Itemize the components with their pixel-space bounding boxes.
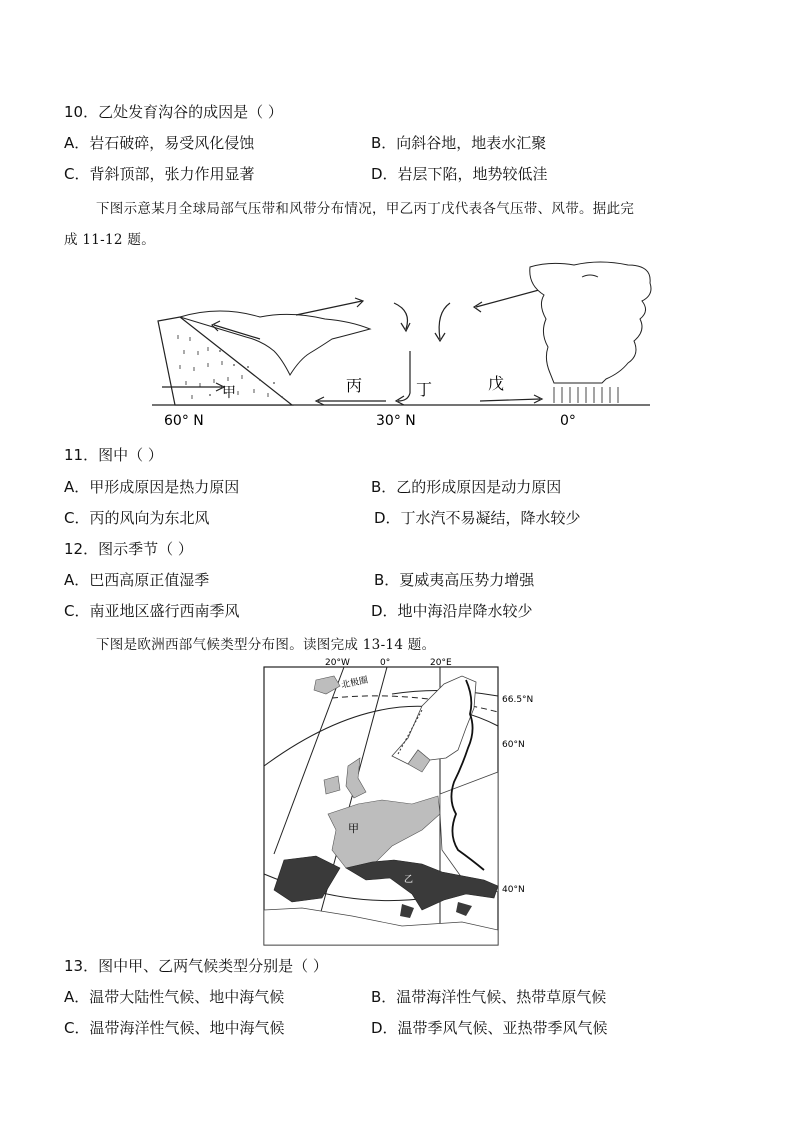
q10-option-b: B．向斜谷地，地表水汇聚 [371, 134, 547, 152]
lat-60n: 60° N [164, 413, 204, 429]
q13-option-a: A．温带大陆性气候、地中海气候 [64, 988, 285, 1006]
q11-option-a: A．甲形成原因是热力原因 [64, 478, 240, 496]
q13-stem: 13．图中甲、乙两气候类型分别是（ ） [64, 957, 328, 975]
europe-climate-map [262, 654, 534, 950]
label-yi-map: 乙 [404, 875, 414, 885]
q13-option-b: B．温带海洋性气候、热带草原气候 [371, 988, 607, 1006]
q11-option-b: B．乙的形成原因是动力原因 [371, 478, 562, 496]
lat-0: 0° [560, 413, 576, 429]
q12-stem: 12．图示季节（ ） [64, 540, 193, 558]
convection-cloud [530, 262, 651, 403]
intro-11-12-line1: 下图示意某月全球局部气压带和风带分布情况，甲乙丙丁戊代表各气压带、风带。据此完 [96, 201, 635, 217]
intro-13-14: 下图是欧洲西部气候类型分布图。读图完成 13-14 题。 [96, 637, 436, 653]
q12-option-a: A．巴西高原正值湿季 [64, 571, 210, 589]
label-jia: 甲 [222, 385, 236, 401]
lat-30n: 30° N [376, 413, 416, 429]
q13-option-c: C．温带海洋性气候、地中海气候 [64, 1019, 285, 1037]
label-ding: 丁 [416, 380, 433, 399]
label-jia-map: 甲 [348, 822, 359, 835]
q10-option-a: A．岩石破碎，易受风化侵蚀 [64, 134, 255, 152]
label-wu: 戊 [488, 374, 505, 393]
q10-stem: 10．乙处发育沟谷的成因是（ ） [64, 103, 283, 121]
label-60n: 60°N [502, 740, 525, 750]
pressure-wind-belt-figure [150, 255, 660, 430]
label-arctic-circle: 北极圈 [340, 675, 370, 691]
label-0-meridian: 0° [380, 658, 391, 668]
q13-option-d: D．温带季风气候、亚热带季风气候 [371, 1019, 608, 1037]
q10-option-d: D．岩层下陷，地势较低洼 [371, 165, 548, 183]
q11-option-c: C．丙的风向为东北风 [64, 509, 210, 527]
q12-option-d: D．地中海沿岸降水较少 [371, 602, 533, 620]
label-40n: 40°N [502, 885, 525, 895]
q10-option-c: C．背斜顶部，张力作用显著 [64, 165, 255, 183]
q12-option-b: B．夏威夷高压势力增强 [374, 571, 535, 589]
label-66-5n: 66.5°N [502, 695, 534, 705]
label-20e: 20°E [430, 658, 452, 668]
label-20w: 20°W [325, 658, 350, 668]
q11-option-d: D．丁水汽不易凝结，降水较少 [374, 509, 581, 527]
label-bing: 丙 [346, 376, 363, 395]
q11-stem: 11．图中（ ） [64, 446, 163, 464]
q12-option-c: C．南亚地区盛行西南季风 [64, 602, 240, 620]
intro-11-12-line2: 成 11-12 题。 [64, 232, 156, 248]
